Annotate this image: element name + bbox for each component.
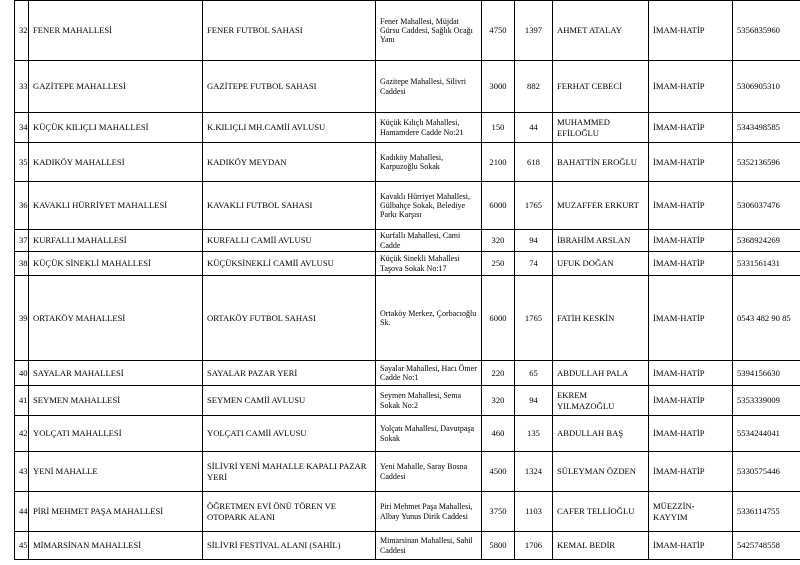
responsible-person: BAHATTİN EROĞLU <box>553 143 649 182</box>
responsible-person: FERHAT CEBECİ <box>553 61 649 113</box>
row-number: 37 <box>15 230 29 252</box>
phone-number: 5356835960 <box>733 1 800 61</box>
area-address: Sayalar Mahallesi, Hacı Ömer Cadde No:1 <box>376 361 482 386</box>
population-count: 65 <box>515 361 553 386</box>
phone-number: 5306037476 <box>733 182 800 230</box>
phone-number: 5306905310 <box>733 61 800 113</box>
area-address: Küçük Kılıçlı Mahallesi, Hamamdere Cadde No:21 <box>376 113 482 143</box>
assembly-area-name: KAVAKLI FUTBOL SAHASI <box>203 182 376 230</box>
area-address: Seymen Mahallesi, Sema Sokak No:2 <box>376 386 482 416</box>
person-title: İMAM-HATİP <box>649 230 733 252</box>
row-number: 41 <box>15 386 29 416</box>
table-row <box>15 182 800 230</box>
population-count: 1324 <box>515 452 553 492</box>
row-number: 39 <box>15 276 29 361</box>
phone-number: 5534244041 <box>733 416 800 452</box>
table-row <box>15 361 800 386</box>
assembly-area-name: YOLÇATI CAMİİ AVLUSU <box>203 416 376 452</box>
area-address: Piri Mehmet Paşa Mahallesi, Albay Yunus Dirik Caddesi <box>376 492 482 532</box>
assembly-area-name: KURFALLI CAMİİ AVLUSU <box>203 230 376 252</box>
table-row <box>15 452 800 492</box>
row-number: 42 <box>15 416 29 452</box>
person-title: İMAM-HATİP <box>649 416 733 452</box>
area-capacity: 4750 <box>482 1 515 61</box>
area-address: Kavaklı Hürriyet Mahallesi, Gülbahçe Sokak, Belediye Parkı Karşısı <box>376 182 482 230</box>
row-number: 32 <box>15 1 29 61</box>
table-row <box>15 61 800 113</box>
population-count: 74 <box>515 252 553 276</box>
row-number: 44 <box>15 492 29 532</box>
person-title: İMAM-HATİP <box>649 276 733 361</box>
population-count: 94 <box>515 386 553 416</box>
row-number: 34 <box>15 113 29 143</box>
neighborhood-name: MİMARSİNAN MAHALLESİ <box>29 532 203 560</box>
area-address: Fener Mahallesi, Müjdat Gürsu Caddesi, Sağlık Ocağı Yanı <box>376 1 482 61</box>
row-number: 43 <box>15 452 29 492</box>
person-title: İMAM-HATİP <box>649 1 733 61</box>
neighborhood-name: ORTAKÖY MAHALLESİ <box>29 276 203 361</box>
responsible-person: AHMET ATALAY <box>553 1 649 61</box>
assembly-area-name: K.KILIÇLI MH.CAMİİ AVLUSU <box>203 113 376 143</box>
assembly-area-name: SİLİVRİ FESTİVAL ALANI (SAHİL) <box>203 532 376 560</box>
row-number: 45 <box>15 532 29 560</box>
population-count: 1103 <box>515 492 553 532</box>
responsible-person: SÜLEYMAN ÖZDEN <box>553 452 649 492</box>
assembly-area-name: ÖĞRETMEN EVİ ÖNÜ TÖREN VE OTOPARK ALANI <box>203 492 376 532</box>
neighborhood-name: SEYMEN MAHALLESİ <box>29 386 203 416</box>
assembly-area-name: KÜÇÜKSİNEKLİ CAMİİ AVLUSU <box>203 252 376 276</box>
row-number: 40 <box>15 361 29 386</box>
assembly-area-name: SİLİVRİ YENİ MAHALLE KAPALI PAZAR YERİ <box>203 452 376 492</box>
neighborhood-name: PİRİ MEHMET PAŞA MAHALLESİ <box>29 492 203 532</box>
population-count: 882 <box>515 61 553 113</box>
population-count: 94 <box>515 230 553 252</box>
area-address: Yeni Mahalle, Saray Bosna Caddesi <box>376 452 482 492</box>
neighborhood-name: GAZİTEPE MAHALLESİ <box>29 61 203 113</box>
area-address: Kadıköy Mahallesi, Karpuzoğlu Sokak <box>376 143 482 182</box>
neighborhood-name: YENİ MAHALLE <box>29 452 203 492</box>
population-count: 1765 <box>515 276 553 361</box>
area-capacity: 220 <box>482 361 515 386</box>
phone-number: 5336114755 <box>733 492 800 532</box>
neighborhood-name: SAYALAR MAHALLESİ <box>29 361 203 386</box>
area-capacity: 6000 <box>482 276 515 361</box>
responsible-person: KEMAL BEDİR <box>553 532 649 560</box>
neighborhood-name: FENER MAHALLESİ <box>29 1 203 61</box>
assembly-area-name: ORTAKÖY FUTBOL SAHASI <box>203 276 376 361</box>
responsible-person: MUHAMMED EFİLOĞLU <box>553 113 649 143</box>
table-row <box>15 416 800 452</box>
responsible-person: CAFER TELLİOĞLU <box>553 492 649 532</box>
area-capacity: 3000 <box>482 61 515 113</box>
area-capacity: 460 <box>482 416 515 452</box>
phone-number: 5353339009 <box>733 386 800 416</box>
table-row <box>15 386 800 416</box>
area-address: Yolçatı Mahallesi, Davutpaşa Sokak <box>376 416 482 452</box>
table-row <box>15 113 800 143</box>
person-title: İMAM-HATİP <box>649 361 733 386</box>
table-row <box>15 492 800 532</box>
area-address: Mimarsinan Mahallesi, Sahil Caddesi <box>376 532 482 560</box>
neighborhood-name: KADIKÖY MAHALLESİ <box>29 143 203 182</box>
area-capacity: 2100 <box>482 143 515 182</box>
area-capacity: 320 <box>482 230 515 252</box>
population-count: 618 <box>515 143 553 182</box>
table-row <box>15 532 800 560</box>
responsible-person: FATİH KESKİN <box>553 276 649 361</box>
area-address: Kurfallı Mahallesi, Cami Cadde <box>376 230 482 252</box>
row-number: 33 <box>15 61 29 113</box>
table-row <box>15 252 800 276</box>
assembly-area-name: SAYALAR PAZAR YERİ <box>203 361 376 386</box>
phone-number: 5352136596 <box>733 143 800 182</box>
neighborhood-name: KAVAKLI HÜRRİYET MAHALLESİ <box>29 182 203 230</box>
neighborhood-name: KÜÇÜK KILIÇLI MAHALLESİ <box>29 113 203 143</box>
row-number: 38 <box>15 252 29 276</box>
person-title: İMAM-HATİP <box>649 182 733 230</box>
responsible-person: ABDULLAH BAŞ <box>553 416 649 452</box>
area-capacity: 4500 <box>482 452 515 492</box>
responsible-person: MUZAFFER ERKURT <box>553 182 649 230</box>
table-row <box>15 143 800 182</box>
area-address: Gazitepe Mahallesi, Silivri Caddesi <box>376 61 482 113</box>
person-title: İMAM-HATİP <box>649 61 733 113</box>
population-count: 1397 <box>515 1 553 61</box>
area-capacity: 5800 <box>482 532 515 560</box>
phone-number: 5368924269 <box>733 230 800 252</box>
assembly-area-name: SEYMEN CAMİİ AVLUSU <box>203 386 376 416</box>
neighborhood-name: KÜÇÜK SİNEKLİ MAHALLESİ <box>29 252 203 276</box>
phone-number: 0543 482 90 85 <box>733 276 800 361</box>
row-number: 36 <box>15 182 29 230</box>
area-capacity: 250 <box>482 252 515 276</box>
person-title: İMAM-HATİP <box>649 113 733 143</box>
responsible-person: UFUK DOĞAN <box>553 252 649 276</box>
person-title: İMAM-HATİP <box>649 532 733 560</box>
area-capacity: 6000 <box>482 182 515 230</box>
neighborhood-name: KURFALLI MAHALLESİ <box>29 230 203 252</box>
assembly-area-name: KADIKÖY MEYDAN <box>203 143 376 182</box>
person-title: MÜEZZİN-KAYYIM <box>649 492 733 532</box>
area-capacity: 320 <box>482 386 515 416</box>
population-count: 135 <box>515 416 553 452</box>
person-title: İMAM-HATİP <box>649 252 733 276</box>
person-title: İMAM-HATİP <box>649 386 733 416</box>
person-title: İMAM-HATİP <box>649 452 733 492</box>
table-row <box>15 230 800 252</box>
person-title: İMAM-HATİP <box>649 143 733 182</box>
responsible-person: İBRAHİM ARSLAN <box>553 230 649 252</box>
phone-number: 5343498585 <box>733 113 800 143</box>
responsible-person: EKREM YILMAZOĞLU <box>553 386 649 416</box>
phone-number: 5394156630 <box>733 361 800 386</box>
area-address: Küçük Sinekli Mahallesi Taşova Sokak No:17 <box>376 252 482 276</box>
table-row <box>15 1 800 61</box>
row-number: 35 <box>15 143 29 182</box>
population-count: 1765 <box>515 182 553 230</box>
assembly-area-name: GAZİTEPE FUTBOL SAHASI <box>203 61 376 113</box>
area-capacity: 150 <box>482 113 515 143</box>
population-count: 1706 <box>515 532 553 560</box>
phone-number: 5330575446 <box>733 452 800 492</box>
responsible-person: ABDULLAH PALA <box>553 361 649 386</box>
assembly-area-name: FENER FUTBOL SAHASI <box>203 1 376 61</box>
assembly-areas-table <box>14 0 800 560</box>
neighborhood-name: YOLÇATI MAHALLESİ <box>29 416 203 452</box>
area-address: Ortaköy Merkez, Çorbacıoğlu Sk. <box>376 276 482 361</box>
phone-number: 5331561431 <box>733 252 800 276</box>
table-row <box>15 276 800 361</box>
phone-number: 5425748558 <box>733 532 800 560</box>
population-count: 44 <box>515 113 553 143</box>
area-capacity: 3750 <box>482 492 515 532</box>
